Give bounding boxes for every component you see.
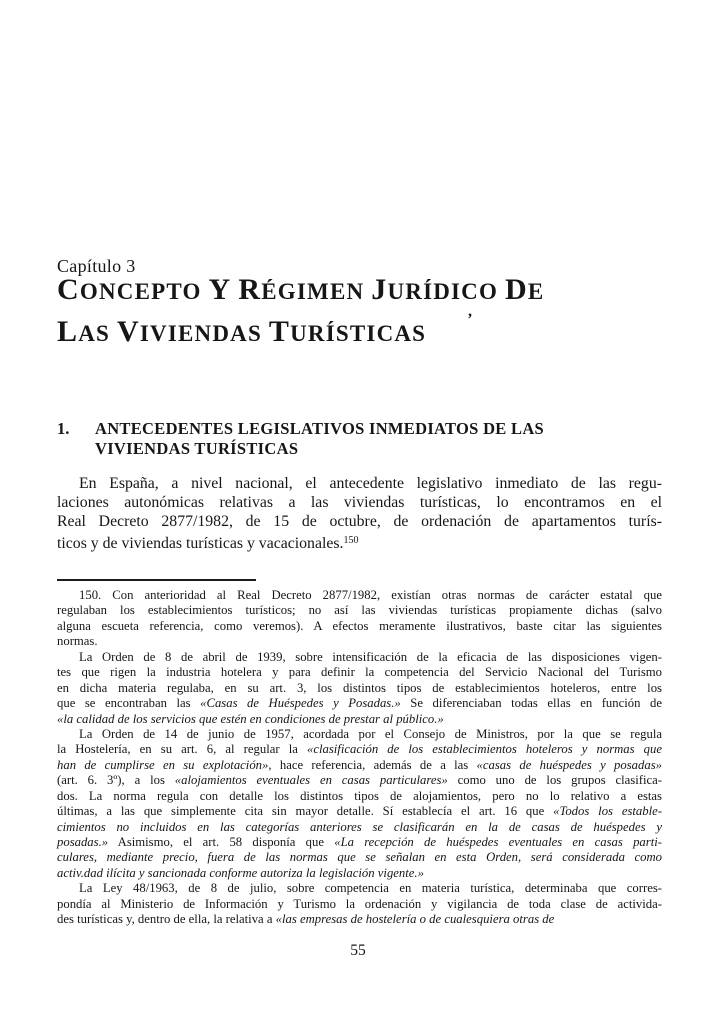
text-line: (art. 6. 3º), a los «alojamientos eventuales en casas particulares» como uno de los grupos clasifica- (57, 773, 662, 788)
text-line: posadas.» Asimismo, el art. 58 disponía que «La recepción de huéspedes eventuales en casas parti- (57, 835, 662, 849)
text-line: la Hostelería, en su art. 6, al regular la «clasificación de los establecimientos hoteleros y normas que (57, 742, 663, 757)
footnote-paragraph (57, 588, 662, 650)
section-heading-text (95, 419, 677, 458)
chapter-title (57, 270, 677, 354)
text-line: culares, mediante precio, fuera de las normas que se señalan en esta Orden, será considerada como (57, 850, 662, 865)
text-line: 150. Con anterioridad al Real Decreto 2877/1982, existían otras normas de carácter estatal que (79, 588, 662, 602)
text-line: regulaban los establecimientos turísticos; no así las viviendas turísticas propiamente dichas (salvo (57, 603, 662, 618)
section-heading-line-2: VIVIENDAS TURÍSTICAS (95, 438, 299, 458)
text-line: normas. (57, 634, 98, 649)
text-line: des turísticas y, dentro de ella, la relativa a «las empresas de hostelería o de cualesquiera otras de (57, 912, 555, 927)
text-line: «la calidad de los servicios que estén en condiciones de prestar al público.» (57, 711, 444, 726)
footnote-paragraph (57, 650, 662, 727)
text-line: en dicha materia regulaba, en su art. 3, los distintos tipos de establecimientos hoteleros, entre los (57, 680, 662, 695)
footnote-block (57, 588, 662, 928)
section-heading-line-1: ANTECEDENTES LEGISLATIVOS INMEDIATOS DE LAS (95, 419, 545, 438)
text-line: La Orden de 14 de junio de 1957, acordada por el Consejo de Ministros, por la que se regula (79, 726, 662, 741)
text-line: La Ley 48/1963, de 8 de julio, sobre competencia en materia turística, determinaba que corres- (79, 881, 662, 896)
text-line: laciones autonómicas relativas a las viviendas turísticas, lo encontramos en el (57, 494, 662, 511)
text-line: En España, a nivel nacional, el antecedente legislativo inmediato de las regu- (79, 475, 662, 492)
page-number: 55 (350, 942, 366, 959)
text-line: activ.dad ilícita y sancionada conforme autoriza la legislación vigente.» (57, 865, 424, 880)
section-number: 1. (57, 419, 70, 438)
chapter-label: Capítulo 3 (57, 256, 136, 276)
text-line: Real Decreto 2877/1982, de 15 de octubre, de ordenación de apartamentos turís- (57, 513, 662, 530)
chapter-title-line-2: LAS VIVIENDAS TURÍSTICAS (57, 315, 427, 348)
footnote-separator-rule (57, 579, 256, 581)
text-line: pondía al Ministerio de Información y Turismo la ordenación y vigilancia de toda clase de activida- (57, 896, 662, 911)
text-line: han de cumplirse en su explotación», hace referencia, además de a las «casas de huéspedes y posadas» (57, 757, 662, 772)
text-line: que se encontraban las «Casas de Huéspedes y Posadas.» Se diferenciaban todas ellas en función de (57, 696, 662, 711)
text-line: dos. La norma regula con detalle los distintos tipos de alojamientos, pero no lo relativo a estas (57, 788, 662, 803)
footnote-paragraph (57, 881, 662, 927)
body-paragraph (57, 474, 662, 550)
chapter-title-line-1: CONCEPTO Y RÉGIMEN JURÍDICO DE (57, 273, 545, 306)
section-heading (57, 419, 677, 458)
ink-speck-artifact: , (468, 303, 472, 320)
footnote-paragraph (57, 727, 662, 881)
text-line: tes que rigen la industria hotelera y para definir la competencia del Servicio Nacional del Turismo (57, 665, 662, 680)
text-line: últimas, a las que simplemente cita sin mayor detalle. Sí establecía el art. 16 que «Todos los estable- (57, 804, 662, 819)
text-line: cimientos no incluidos en las categorías anteriores se clasificarán en la de casas de huéspedes y (57, 819, 662, 834)
text-line: La Orden de 8 de abril de 1939, sobre intensificación de la eficacia de las disposiciones vigen- (79, 649, 662, 664)
text-line: alguna escueta referencia, como veremos). A efectos meramente ilustrativos, baste citar las siguientes (57, 618, 662, 633)
text-line: ticos y de viviendas turísticas y vacacionales.$^{150}$ (57, 535, 359, 552)
